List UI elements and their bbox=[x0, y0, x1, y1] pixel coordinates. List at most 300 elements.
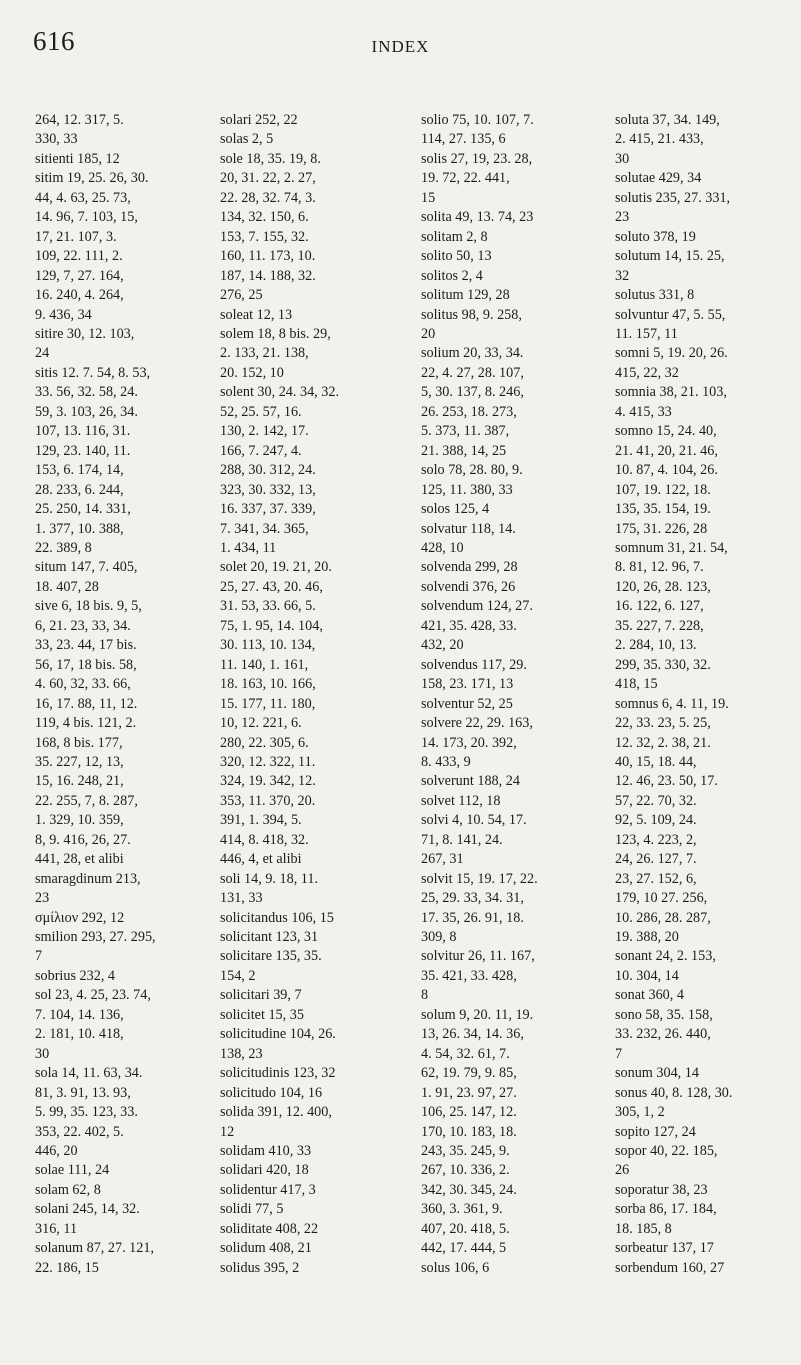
index-entry-continuation-line: 16. 122, 6. 127, bbox=[615, 598, 704, 615]
index-entry bbox=[421, 111, 601, 150]
index-entry-headword-line: solicitudo 104, 16 bbox=[220, 1084, 323, 1101]
index-entry-continuation-line: 414, 8. 418, 32. bbox=[220, 831, 309, 848]
index-entry-continuation-line: 23 bbox=[615, 209, 630, 226]
index-entry-continuation-line: 32 bbox=[615, 267, 630, 284]
index-entry-continuation-line: 158, 23. 171, 13 bbox=[421, 676, 514, 693]
index-entry bbox=[35, 150, 215, 169]
index-entry bbox=[615, 1142, 795, 1181]
index-entry-continuation-line: 179, 10 27. 256, bbox=[615, 890, 708, 907]
index-entry-continuation-line: 20 bbox=[421, 325, 436, 342]
index-entry-headword-line: sonat 360, 4 bbox=[615, 987, 684, 1004]
index-entry-headword-line: σμίλιον 292, 12 bbox=[35, 909, 125, 926]
index-entry-continuation-line: 22. 28, 32. 74, 3. bbox=[220, 189, 316, 206]
index-entry bbox=[220, 1259, 400, 1278]
index-entry-headword-line: sola 14, 11. 63, 34. bbox=[35, 1065, 143, 1082]
index-entry bbox=[35, 169, 215, 325]
index-entry-continuation-line: 391, 1. 394, 5. bbox=[220, 812, 302, 829]
index-entry bbox=[35, 1239, 215, 1278]
index-entry-continuation-line: 134, 32. 150, 6. bbox=[220, 209, 309, 226]
index-entry-headword-line: solventur 52, 25 bbox=[421, 695, 513, 712]
index-entry-continuation-line: 7 bbox=[615, 1045, 623, 1062]
index-entry-continuation-line: 11. 140, 1. 161, bbox=[220, 656, 309, 673]
index-entry-continuation-line: 12. 46, 23. 50, 17. bbox=[615, 773, 718, 790]
index-entry-headword-line: sorbendum 160, 27 bbox=[615, 1259, 725, 1276]
index-entry-continuation-line: 107, 13. 116, 31. bbox=[35, 423, 131, 440]
index-entry-continuation-line: 2. 181, 10. 418, bbox=[35, 1026, 124, 1043]
index-entry bbox=[35, 1200, 215, 1239]
index-entry-headword-line: solicitant 123, 31 bbox=[220, 929, 319, 946]
index-entry-continuation-line: 21. 41, 20, 21. 46, bbox=[615, 442, 718, 459]
index-entry bbox=[220, 1142, 400, 1161]
index-entry-continuation-line: 18. 407, 28 bbox=[35, 578, 99, 595]
index-entry-continuation-line: 24 bbox=[35, 345, 50, 362]
index-entry-headword-line: solicitandus 106, 15 bbox=[220, 909, 334, 926]
index-entry-continuation-line: 35. 227, 7. 228, bbox=[615, 617, 704, 634]
index-entry-continuation-line: 309, 8 bbox=[421, 929, 457, 946]
index-entry bbox=[35, 558, 215, 597]
index-entry-headword-line: solani 245, 14, 32. bbox=[35, 1201, 140, 1218]
index-entry-headword-line: solvatur 118, 14. bbox=[421, 520, 516, 537]
index-entry-continuation-line: 7. 341, 34. 365, bbox=[220, 520, 309, 537]
index-entry-headword-line: solicitet 15, 35 bbox=[220, 1006, 304, 1023]
index-entry-headword-line: solida 391, 12. 400, bbox=[220, 1104, 332, 1121]
index-entry-continuation-line: 35. 421, 33. 428, bbox=[421, 967, 517, 984]
index-entry-continuation-line: 8, 9. 416, 26, 27. bbox=[35, 831, 131, 848]
index-entry-headword-line: soleat 12, 13 bbox=[220, 306, 293, 323]
index-entry bbox=[220, 1220, 400, 1239]
index-entry bbox=[615, 383, 795, 422]
index-entry-continuation-line: 138, 23 bbox=[220, 1045, 263, 1062]
index-entry-headword-line: solent 30, 24. 34, 32. bbox=[220, 384, 340, 401]
index-entry-headword-line: solium 20, 33, 34. bbox=[421, 345, 524, 362]
index-entry-continuation-line: 10. 304, 14 bbox=[615, 967, 679, 984]
index-entry-headword-line: solvit 15, 19. 17, 22. bbox=[421, 870, 538, 887]
index-entry-continuation-line: 125, 11. 380, 33 bbox=[421, 481, 513, 498]
index-entry-continuation-line: 153, 6. 174, 14, bbox=[35, 462, 124, 479]
index-entry bbox=[615, 1200, 795, 1239]
index-entry-continuation-line: 154, 2 bbox=[220, 967, 256, 984]
index-entry-headword-line: solae 111, 24 bbox=[35, 1162, 110, 1179]
index-entry bbox=[220, 1200, 400, 1219]
index-entry-continuation-line: 18. 185, 8 bbox=[615, 1220, 672, 1237]
index-entry bbox=[421, 558, 601, 577]
index-column-2 bbox=[220, 111, 400, 1278]
index-entry-headword-line: sol 23, 4. 25, 23. 74, bbox=[35, 987, 151, 1004]
index-entry bbox=[421, 695, 601, 714]
index-entry-headword-line: solverunt 188, 24 bbox=[421, 773, 520, 790]
index-entry bbox=[220, 325, 400, 383]
index-entry-continuation-line: 360, 3. 361, 9. bbox=[421, 1201, 503, 1218]
index-entry bbox=[615, 247, 795, 286]
index-entry bbox=[615, 422, 795, 539]
index-entry-continuation-line: 26 bbox=[615, 1162, 630, 1179]
index-entry-continuation-line: 18. 163, 10. 166, bbox=[220, 676, 316, 693]
index-entry bbox=[615, 1084, 795, 1123]
index-entry bbox=[615, 986, 795, 1005]
index-entry bbox=[615, 539, 795, 695]
index-entry-headword-line: solitos 2, 4 bbox=[421, 267, 483, 284]
index-entry-continuation-line: 35. 227, 12, 13, bbox=[35, 753, 124, 770]
index-entry-headword-line: solas 2, 5 bbox=[220, 131, 274, 148]
index-entry bbox=[421, 247, 601, 266]
index-entry-headword-line: solidi 77, 5 bbox=[220, 1201, 284, 1218]
index-entry-continuation-line: 267, 31 bbox=[421, 851, 464, 868]
index-entry-continuation-line: 17, 21. 107, 3. bbox=[35, 228, 117, 245]
index-entry bbox=[220, 558, 400, 869]
index-entry-continuation-line: 52, 25. 57, 16. bbox=[220, 403, 302, 420]
index-entry-headword-line: solutae 429, 34 bbox=[615, 170, 702, 187]
index-entry-headword-line: solus 106, 6 bbox=[421, 1259, 490, 1276]
index-entry bbox=[220, 150, 400, 306]
index-columns bbox=[35, 111, 795, 1311]
index-entry bbox=[220, 1239, 400, 1258]
index-entry-continuation-line: 92, 5. 109, 24. bbox=[615, 812, 697, 829]
index-entry-headword-line: sonum 304, 14 bbox=[615, 1065, 699, 1082]
index-entry bbox=[220, 986, 400, 1005]
index-entry bbox=[220, 928, 400, 947]
index-entry-continuation-line: 9. 436, 34 bbox=[35, 306, 92, 323]
index-entry-continuation-line: 25, 29. 33, 34. 31, bbox=[421, 890, 524, 907]
index-entry-continuation-line: 33. 232, 26. 440, bbox=[615, 1026, 711, 1043]
index-entry-headword-line: soliditate 408, 22 bbox=[220, 1220, 319, 1237]
index-entry-continuation-line: 129, 7, 27. 164, bbox=[35, 267, 124, 284]
index-entry-continuation-line: 428, 10 bbox=[421, 539, 464, 556]
index-entry-headword-line: somno 15, 24. 40, bbox=[615, 423, 717, 440]
index-entry bbox=[421, 947, 601, 1005]
index-entry bbox=[421, 228, 601, 247]
index-entry-continuation-line: 323, 30. 332, 13, bbox=[220, 481, 316, 498]
index-entry bbox=[35, 967, 215, 986]
index-entry-continuation-line: 442, 17. 444, 5 bbox=[421, 1240, 507, 1257]
index-entry-continuation-line: 16. 240, 4. 264, bbox=[35, 287, 124, 304]
index-entry-continuation-line: 276, 25 bbox=[220, 287, 263, 304]
index-entry-continuation-line: 14. 173, 20. 392, bbox=[421, 734, 517, 751]
index-entry-headword-line: solvet 112, 18 bbox=[421, 792, 501, 809]
index-entry-continuation-line: 2. 284, 10, 13. bbox=[615, 637, 697, 654]
index-entry bbox=[35, 325, 215, 364]
index-entry-continuation-line: 446, 20 bbox=[35, 1143, 78, 1160]
index-entry bbox=[35, 1181, 215, 1200]
index-entry-continuation-line: 22. 186, 15 bbox=[35, 1259, 99, 1276]
index-entry-continuation-line: 4. 54, 32. 61, 7. bbox=[421, 1045, 510, 1062]
index-entry bbox=[220, 1181, 400, 1200]
index-entry bbox=[35, 928, 215, 967]
index-entry-continuation-line: 243, 35. 245, 9. bbox=[421, 1143, 510, 1160]
index-entry bbox=[35, 1161, 215, 1180]
index-entry-headword-line: somnum 31, 21. 54, bbox=[615, 539, 728, 556]
index-entry-continuation-line: 14. 96, 7. 103, 15, bbox=[35, 209, 138, 226]
index-entry-continuation-line: 342, 30. 345, 24. bbox=[421, 1181, 517, 1198]
index-entry-continuation-line: 22, 4. 27, 28. 107, bbox=[421, 364, 524, 381]
index-entry-headword-line: solicitudinis 123, 32 bbox=[220, 1065, 336, 1082]
index-entry-continuation-line: 324, 19. 342, 12. bbox=[220, 773, 316, 790]
index-entry-continuation-line: 15 bbox=[421, 189, 436, 206]
index-entry bbox=[421, 150, 601, 208]
index-entry-continuation-line: 106, 25. 147, 12. bbox=[421, 1104, 517, 1121]
index-entry-headword-line: solutis 235, 27. 331, bbox=[615, 189, 731, 206]
index-entry bbox=[421, 267, 601, 286]
index-entry-continuation-line: 1. 377, 10. 388, bbox=[35, 520, 124, 537]
index-entry-continuation-line: 12 bbox=[220, 1123, 235, 1140]
index-entry-headword-line: somnus 6, 4. 11, 19. bbox=[615, 695, 729, 712]
index-entry-headword-line: somni 5, 19. 20, 26. bbox=[615, 345, 728, 362]
index-entry-continuation-line: 299, 35. 330, 32. bbox=[615, 656, 711, 673]
index-entry-continuation-line: 2. 133, 21. 138, bbox=[220, 345, 309, 362]
index-entry-continuation-line: 15. 177, 11. 180, bbox=[220, 695, 316, 712]
index-entry-continuation-line: 320, 12. 322, 11. bbox=[220, 753, 316, 770]
index-entry-headword-line: solita 49, 13. 74, 23 bbox=[421, 209, 534, 226]
index-entry bbox=[615, 344, 795, 383]
index-entry-continuation-line: 7 bbox=[35, 948, 43, 965]
index-entry bbox=[421, 1259, 601, 1278]
index-entry-headword-line: solidum 408, 21 bbox=[220, 1240, 312, 1257]
index-entry-continuation-line: 114, 27. 135, 6 bbox=[421, 131, 506, 148]
index-entry-headword-line: sitire 30, 12. 103, bbox=[35, 325, 135, 342]
index-entry-headword-line: sonus 40, 8. 128, 30. bbox=[615, 1084, 733, 1101]
index-entry-headword-line: solvenda 299, 28 bbox=[421, 559, 518, 576]
index-entry bbox=[35, 986, 215, 1064]
index-entry bbox=[615, 228, 795, 247]
index-entry-continuation-line: 57, 22. 70, 32. bbox=[615, 792, 697, 809]
index-entry-continuation-line: 135, 35. 154, 19. bbox=[615, 501, 711, 518]
index-entry-continuation-line: 22. 255, 7, 8. 287, bbox=[35, 792, 138, 809]
index-entry-headword-line: situm 147, 7. 405, bbox=[35, 559, 138, 576]
index-entry bbox=[421, 1006, 601, 1259]
index-entry-continuation-line: 71, 8. 141, 24. bbox=[421, 831, 503, 848]
index-entry-continuation-line: 267, 10. 336, 2. bbox=[421, 1162, 510, 1179]
index-entry-continuation-line: 131, 33 bbox=[220, 890, 263, 907]
index-entry bbox=[220, 909, 400, 928]
index-entry-continuation-line: 17. 35, 26. 91, 18. bbox=[421, 909, 524, 926]
index-column-1 bbox=[35, 111, 215, 1278]
index-entry-headword-line: solicitare 135, 35. bbox=[220, 948, 322, 965]
index-entry-continuation-line: 10. 87, 4. 104, 26. bbox=[615, 462, 718, 479]
index-entry-headword-line: solanum 87, 27. 121, bbox=[35, 1240, 155, 1257]
index-entry-headword-line: sole 18, 35. 19, 8. bbox=[220, 150, 321, 167]
index-entry bbox=[615, 1006, 795, 1064]
index-entry-headword-line: solitum 129, 28 bbox=[421, 287, 510, 304]
index-entry-headword-line: solvere 22, 29. 163, bbox=[421, 715, 533, 732]
index-entry-continuation-line: 16. 337, 37. 339, bbox=[220, 501, 316, 518]
index-entry-headword-line: solum 9, 20. 11, 19. bbox=[421, 1006, 534, 1023]
index-entry-headword-line: solidari 420, 18 bbox=[220, 1162, 309, 1179]
index-entry-headword-line: sopor 40, 22. 185, bbox=[615, 1143, 718, 1160]
index-entry-continuation-line: 10. 286, 28. 287, bbox=[615, 909, 711, 926]
index-entry-headword-line: solvuntur 47, 5. 55, bbox=[615, 306, 726, 323]
index-entry-continuation-line: 26. 253, 18. 273, bbox=[421, 403, 517, 420]
index-entry-headword-line: solo 78, 28. 80, 9. bbox=[421, 462, 523, 479]
index-entry-continuation-line: 170, 10. 183, 18. bbox=[421, 1123, 517, 1140]
index-entry bbox=[615, 1259, 795, 1278]
index-entry bbox=[421, 306, 601, 345]
index-entry bbox=[35, 364, 215, 559]
index-entry-headword-line: sonant 24, 2. 153, bbox=[615, 948, 716, 965]
index-entry-continuation-line: 33, 23. 44, 17 bis. bbox=[35, 637, 137, 654]
index-entry-continuation-line: 187, 14. 188, 32. bbox=[220, 267, 316, 284]
index-entry-continuation-line: 62, 19. 79, 9. 85, bbox=[421, 1065, 517, 1082]
index-entry bbox=[421, 344, 601, 461]
index-entry bbox=[220, 1025, 400, 1064]
index-entry-continuation-line: 15, 16. 248, 21, bbox=[35, 773, 124, 790]
index-entry-continuation-line: 432, 20 bbox=[421, 637, 464, 654]
index-entry-headword-line: solutum 14, 15. 25, bbox=[615, 248, 725, 265]
index-entry-continuation-line: 107, 19. 122, 18. bbox=[615, 481, 711, 498]
index-entry-headword-line: solutus 331, 8 bbox=[615, 287, 695, 304]
index-entry-continuation-line: 160, 11. 173, 10. bbox=[220, 248, 316, 265]
index-entry bbox=[220, 1103, 400, 1142]
index-entry-headword-line: sono 58, 35. 158, bbox=[615, 1006, 713, 1023]
index-entry-headword-line: solvendum 124, 27. bbox=[421, 598, 533, 615]
index-entry-headword-line: sitis 12. 7. 54, 8. 53, bbox=[35, 364, 151, 381]
index-entry bbox=[421, 656, 601, 695]
index-entry bbox=[615, 169, 795, 188]
index-entry bbox=[220, 1084, 400, 1103]
index-entry-headword-line: solidentur 417, 3 bbox=[220, 1181, 316, 1198]
index-entry-headword-line: solitam 2, 8 bbox=[421, 228, 488, 245]
index-entry-headword-line: solio 75, 10. 107, 7. bbox=[421, 112, 534, 128]
index-entry-headword-line: sitienti 185, 12 bbox=[35, 150, 120, 167]
index-entry-continuation-line: 330, 33 bbox=[35, 131, 78, 148]
index-entry-continuation-line: 4. 415, 33 bbox=[615, 403, 672, 420]
running-head: INDEX bbox=[371, 37, 430, 56]
index-entry-headword-line: smaragdinum 213, bbox=[35, 870, 141, 887]
page-number: 616 bbox=[33, 26, 75, 56]
index-entry-headword-line: sorbeatur 137, 17 bbox=[615, 1240, 714, 1257]
index-entry-continuation-line: 25, 27. 43, 20. 46, bbox=[220, 578, 323, 595]
index-entry-continuation-line: 1. 91, 23. 97, 27. bbox=[421, 1084, 517, 1101]
index-entry bbox=[220, 130, 400, 149]
index-entry-continuation-line: 415, 22, 32 bbox=[615, 364, 679, 381]
index-entry-headword-line: soluta 37, 34. 149, bbox=[615, 112, 720, 128]
index-entry-continuation-line: 305, 1, 2 bbox=[615, 1104, 665, 1121]
index-entry-headword-line: solos 125, 4 bbox=[421, 501, 490, 518]
index-entry-headword-line: solam 62, 8 bbox=[35, 1181, 101, 1198]
index-entry bbox=[421, 208, 601, 227]
index-entry-continuation-line: 5, 30. 137, 8. 246, bbox=[421, 384, 524, 401]
index-entry-headword-line: sive 6, 18 bis. 9, 5, bbox=[35, 598, 142, 615]
index-entry-headword-line: soli 14, 9. 18, 11. bbox=[220, 870, 319, 887]
index-entry-continuation-line: 441, 28, et alibi bbox=[35, 851, 124, 868]
index-entry-headword-line: soporatur 38, 23 bbox=[615, 1181, 708, 1198]
index-entry-continuation-line: 168, 8 bis. 177, bbox=[35, 734, 123, 751]
index-entry-continuation-line: 5. 373, 11. 387, bbox=[421, 423, 510, 440]
index-entry bbox=[421, 792, 601, 811]
index-entry-continuation-line: 8 bbox=[421, 987, 429, 1004]
index-entry bbox=[615, 1239, 795, 1258]
index-entry-headword-line: sorba 86, 17. 184, bbox=[615, 1201, 717, 1218]
index-entry-continuation-line: 1. 329, 10. 359, bbox=[35, 812, 124, 829]
index-entry-continuation-line: 153, 7. 155, 32. bbox=[220, 228, 309, 245]
index-entry-continuation-line: 353, 11. 370, 20. bbox=[220, 792, 316, 809]
index-entry-continuation-line: 4. 60, 32, 33. 66, bbox=[35, 676, 131, 693]
index-entry-continuation-line: 421, 35. 428, 33. bbox=[421, 617, 517, 634]
index-entry bbox=[220, 947, 400, 986]
index-entry bbox=[220, 111, 400, 130]
index-entry-continuation-line: 175, 31. 226, 28 bbox=[615, 520, 708, 537]
index-entry-continuation-line: 2. 415, 21. 433, bbox=[615, 131, 704, 148]
index-entry bbox=[35, 1064, 215, 1161]
index-entry-continuation-line: 81, 3. 91, 13. 93, bbox=[35, 1084, 131, 1101]
index-entry bbox=[615, 189, 795, 228]
index-entry bbox=[220, 870, 400, 909]
index-entry-continuation-line: 1. 434, 11 bbox=[220, 539, 277, 556]
index-entry-continuation-line: 8. 433, 9 bbox=[421, 753, 471, 770]
index-entry bbox=[421, 714, 601, 772]
index-entry-continuation-line: 19. 388, 20 bbox=[615, 929, 679, 946]
index-entry-continuation-line: 25. 250, 14. 331, bbox=[35, 501, 131, 518]
index-entry-continuation-line: 129, 23. 140, 11. bbox=[35, 442, 131, 459]
index-entry bbox=[421, 597, 601, 655]
index-entry-continuation-line: 20. 152, 10 bbox=[220, 364, 284, 381]
index-column-4 bbox=[615, 111, 795, 1278]
index-entry-continuation-line: 11. 157, 11 bbox=[615, 325, 678, 342]
index-entry bbox=[220, 1064, 400, 1083]
index-entry-continuation-line: 30 bbox=[35, 1045, 50, 1062]
index-entry bbox=[615, 695, 795, 948]
index-entry-continuation-line: 6, 21. 23, 33, 34. bbox=[35, 617, 131, 634]
index-entry-continuation-line: 28. 233, 6. 244, bbox=[35, 481, 124, 498]
index-entry bbox=[421, 520, 601, 559]
index-entry-headword-line: solvendi 376, 26 bbox=[421, 578, 516, 595]
index-entry-continuation-line: 31. 53, 33. 66, 5. bbox=[220, 598, 316, 615]
index-entry bbox=[615, 111, 795, 169]
index-entry bbox=[421, 578, 601, 597]
index-entry-continuation-line: 5. 99, 35. 123, 33. bbox=[35, 1104, 138, 1121]
index-entry-headword-line: solet 20, 19. 21, 20. bbox=[220, 559, 332, 576]
index-entry bbox=[421, 772, 601, 791]
index-entry-continuation-line: 10, 12. 221, 6. bbox=[220, 715, 302, 732]
index-entry-continuation-line: 21. 388, 14, 25 bbox=[421, 442, 507, 459]
index-entry bbox=[220, 1006, 400, 1025]
index-entry bbox=[421, 461, 601, 500]
index-entry-continuation-line: 316, 11 bbox=[35, 1220, 78, 1237]
index-entry-continuation-line: 19. 72, 22. 441, bbox=[421, 170, 510, 187]
index-entry-headword-line: smilion 293, 27. 295, bbox=[35, 929, 156, 946]
index-entry bbox=[615, 1123, 795, 1142]
index-entry-headword-line: solito 50, 13 bbox=[421, 248, 492, 265]
index-entry-headword-line: solicitari 39, 7 bbox=[220, 987, 302, 1004]
index-entry bbox=[615, 947, 795, 986]
index-entry-continuation-line: 23, 27. 152, 6, bbox=[615, 870, 697, 887]
index-entry bbox=[220, 1161, 400, 1180]
index-entry bbox=[421, 286, 601, 305]
index-entry-continuation-line: 119, 4 bis. 121, 2. bbox=[35, 715, 137, 732]
index-entry-continuation-line: 30 bbox=[615, 150, 630, 167]
index-entry-headword-line: solvendus 117, 29. bbox=[421, 656, 527, 673]
index-entry bbox=[421, 870, 601, 948]
index-entry-headword-line: sitim 19, 25. 26, 30. bbox=[35, 170, 149, 187]
index-entry-headword-line: somnia 38, 21. 103, bbox=[615, 384, 727, 401]
index-entry-continuation-line: 12. 32, 2. 38, 21. bbox=[615, 734, 711, 751]
index-entry-headword-line: solari 252, 22 bbox=[220, 112, 298, 128]
index-entry-continuation-line: 123, 4. 223, 2, bbox=[615, 831, 697, 848]
index-entry bbox=[35, 111, 215, 150]
index-column-3 bbox=[421, 111, 601, 1278]
index-entry-headword-line: solidus 395, 2 bbox=[220, 1259, 300, 1276]
index-entry bbox=[220, 383, 400, 558]
index-entry-continuation-line: 30. 113, 10. 134, bbox=[220, 637, 316, 654]
index-entry bbox=[35, 909, 215, 928]
index-entry-continuation-line: 22, 33. 23, 5. 25, bbox=[615, 715, 711, 732]
index-entry-continuation-line: 75, 1. 95, 14. 104, bbox=[220, 617, 323, 634]
index-entry-continuation-line: 22. 389, 8 bbox=[35, 539, 92, 556]
index-entry-headword-line: solem 18, 8 bis. 29, bbox=[220, 325, 331, 342]
index-entry-headword-line: solis 27, 19, 23. 28, bbox=[421, 150, 533, 167]
index-entry-continuation-line: 40, 15, 18. 44, bbox=[615, 753, 697, 770]
index-entry bbox=[35, 870, 215, 909]
index-entry bbox=[220, 306, 400, 325]
index-entry-headword-line: soluto 378, 19 bbox=[615, 228, 696, 245]
